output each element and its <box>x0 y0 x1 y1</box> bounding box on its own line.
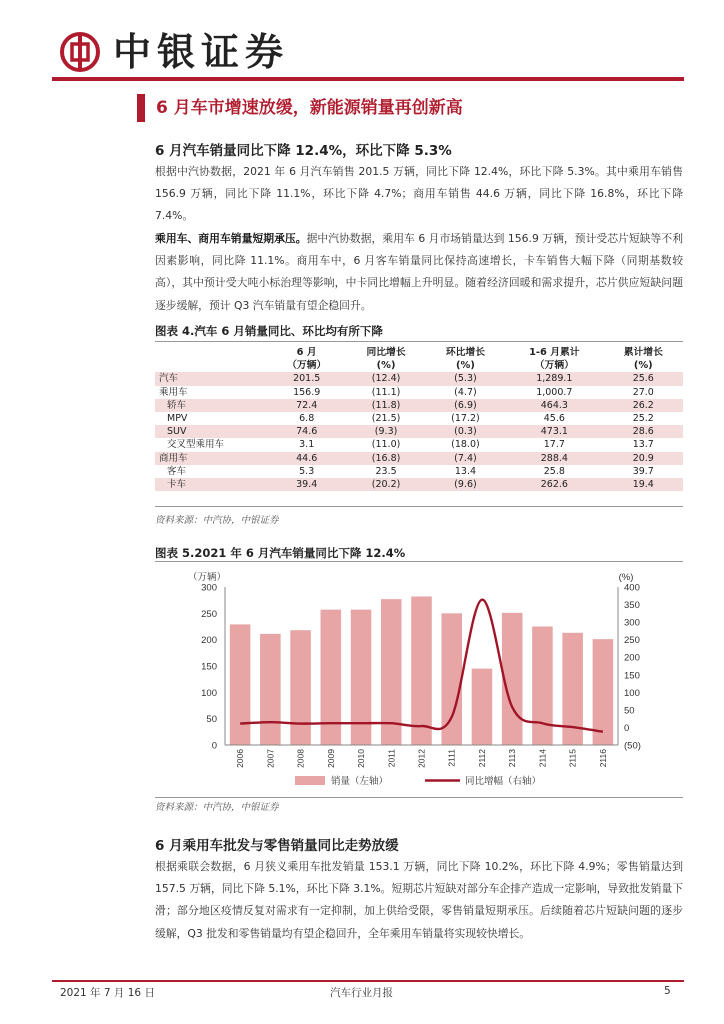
right-tick-label: 200 <box>624 652 640 664</box>
bank-logo-icon <box>60 32 100 72</box>
table-cell: 25.2 <box>632 413 654 425</box>
table-cell: (5.3) <box>426 372 505 385</box>
left-tick-label: 0 <box>211 740 217 752</box>
table-cell: 473.1 <box>505 425 603 438</box>
table-cell: 201.5 <box>267 372 346 385</box>
bar <box>532 627 553 746</box>
subheading-2: 6 月乘用车批发与零售销量同比走势放缓 <box>155 838 399 854</box>
left-tick-label: 200 <box>201 635 217 647</box>
section-marker <box>137 94 145 122</box>
table-row <box>155 478 683 491</box>
right-tick-label: 0 <box>624 722 630 734</box>
paragraph-1: 根据中汽协数据，2021 年 6 月汽车销售 201.5 万辆，同比下降 12.4%，环比下降 5.3%。其中乘用车销售 156.9 万辆，同比下降 11.1%，环比下降 4.7%；商用车销售 44.6 万辆，同比下降 16.8%，环比下降 7.4%。 <box>155 165 683 223</box>
table-cell: 74.6 <box>267 425 346 438</box>
left-tick-label: 300 <box>201 582 217 594</box>
category-label: 2112 <box>476 749 487 768</box>
table-cell: (16.8) <box>346 452 425 465</box>
header-cell: 环比增长 <box>445 347 486 358</box>
row-label: 轿车 <box>155 399 267 412</box>
table-bottom-rule <box>155 506 683 507</box>
table-row <box>155 386 683 399</box>
category-label: 2012 <box>416 749 427 768</box>
table-cell: (4.7) <box>454 386 477 398</box>
table-cell: (11.8) <box>346 399 425 412</box>
right-tick-label: 50 <box>624 705 635 717</box>
right-axis-unit: (%) <box>618 572 634 583</box>
table-cell: (0.3) <box>426 425 505 438</box>
row-label: 客车 <box>167 465 187 477</box>
category-label: 2010 <box>356 749 367 768</box>
chart-source: 资料来源：中汽协，中银证券 <box>155 802 279 813</box>
header-cell: 6 月 <box>296 347 317 358</box>
category-label: 2006 <box>235 749 246 768</box>
header-cell: (%) <box>456 360 475 372</box>
row-label: 汽车 <box>155 372 267 385</box>
table-cell: 26.2 <box>604 399 683 412</box>
table-cell: 45.6 <box>543 413 565 425</box>
left-axis-unit: （万辆） <box>187 572 227 583</box>
chart-title: 图表 5.2021 年 6 月汽车销量同比下降 12.4% <box>155 546 406 560</box>
table-cell: 262.6 <box>505 478 603 491</box>
table-header-row <box>155 359 683 372</box>
header-cell: (%) <box>633 360 653 372</box>
table-title: 图表 4.汽车 6 月销量同比、环比均有所下降 <box>155 324 383 338</box>
table-cell: (6.9) <box>426 399 505 412</box>
table-cell: (11.1) <box>371 386 401 398</box>
table-cell: 39.7 <box>632 465 654 477</box>
bar <box>593 639 614 745</box>
row-label: 商用车 <box>155 452 267 465</box>
right-tick-label: 100 <box>624 687 640 699</box>
page-number: 5 <box>664 985 671 997</box>
table-cell: 20.9 <box>604 452 683 465</box>
table-cell: (21.5) <box>371 413 401 425</box>
left-tick-label: 250 <box>201 608 217 620</box>
category-label: 2114 <box>537 749 548 768</box>
left-tick-label: 150 <box>201 661 217 673</box>
table-cell: 25.6 <box>604 372 683 385</box>
brand-name: 中银证券 <box>113 29 290 74</box>
right-tick-label: (50) <box>624 740 641 752</box>
table-cell: 27.0 <box>632 386 654 398</box>
right-tick-label: 300 <box>624 617 640 629</box>
category-label: 2007 <box>265 749 276 768</box>
table-cell: 19.4 <box>604 478 683 491</box>
bar <box>260 634 281 745</box>
table-cell: 288.4 <box>505 452 603 465</box>
table-cell: (18.0) <box>451 439 480 451</box>
table-cell: (17.2) <box>451 413 480 425</box>
left-tick-label: 50 <box>206 714 217 726</box>
category-label: 2115 <box>567 749 578 768</box>
subheading-1: 6 月汽车销量同比下降 12.4%，环比下降 5.3% <box>155 143 452 159</box>
right-tick-label: 150 <box>624 670 640 682</box>
header-rule <box>52 77 684 81</box>
legend-label-bars: 销量（左轴） <box>331 776 389 787</box>
paragraph-2 <box>155 228 683 317</box>
bar <box>472 669 493 745</box>
table-cell: 39.4 <box>267 478 346 491</box>
header-cell: 同比增长 <box>366 347 406 358</box>
bar <box>321 610 342 745</box>
table-row <box>155 452 683 465</box>
header-cell: 累计增长 <box>623 347 663 358</box>
footer-date: 2021 年 7 月 16 日 <box>60 987 155 999</box>
table-cell: 17.7 <box>543 439 565 451</box>
paragraph-2-body: 据中汽协数据，乘用车 6 月市场销量达到 156.9 万辆，预计受芯片短缺等不利因素影响，同比降 11.1%。商用车中，6 月客车销量同比保持高速增长，卡车销售大幅下降（同期基数较高），其中预计受大吨小标治理等影响，中卡同比增幅上升明显。随着经济回暖和需求提升，芯片供应短缺问题逐步缓解，预计 Q3 汽车销量有望企稳回升。 <box>155 232 684 312</box>
table-cell: (11.0) <box>371 439 401 451</box>
header-cell <box>155 359 267 372</box>
table-cell: 6.8 <box>299 413 315 425</box>
table-cell: 3.1 <box>299 439 315 451</box>
category-label: 2113 <box>507 749 518 768</box>
table-cell: 23.5 <box>375 465 397 477</box>
table-cell: 72.4 <box>267 399 346 412</box>
table-cell: 5.3 <box>299 465 315 477</box>
table-cell: (9.6) <box>426 478 505 491</box>
footer-title: 汽车行业月报 <box>330 987 393 999</box>
table-row <box>155 372 683 385</box>
bar <box>351 610 372 745</box>
category-label: 2116 <box>597 749 608 768</box>
section-title: 6 月车市增速放缓，新能源销量再创新高 <box>156 98 463 118</box>
table-cell: 25.8 <box>543 465 565 477</box>
row-label: SUV <box>155 425 267 438</box>
category-label: 2111 <box>446 749 457 767</box>
table-row <box>155 399 683 412</box>
sales-table <box>155 346 683 491</box>
right-tick-label: 350 <box>624 600 640 612</box>
table-cell: 1,000.7 <box>536 386 573 398</box>
table-cell: 28.6 <box>604 425 683 438</box>
header-cell <box>155 346 267 359</box>
header-cell: 1-6 月累计 <box>529 347 580 358</box>
table-cell: 44.6 <box>267 452 346 465</box>
table-row <box>155 425 683 438</box>
table-header-row <box>155 346 683 359</box>
table-cell: 156.9 <box>293 386 321 398</box>
table-cell: 13.4 <box>454 465 477 477</box>
table-cell: 13.7 <box>632 439 654 451</box>
bar <box>230 624 251 745</box>
header-cell: （万辆） <box>287 360 327 372</box>
right-tick-label: 250 <box>624 635 640 647</box>
table-cell: (20.2) <box>346 478 425 491</box>
chart-bottom-rule <box>155 797 683 798</box>
row-label: MPV <box>167 413 188 425</box>
legend-label-line: 同比增幅（右轴） <box>465 776 542 787</box>
bar <box>411 596 432 745</box>
table-row <box>155 465 683 478</box>
table-cell: 464.3 <box>505 399 603 412</box>
row-label: 乘用车 <box>159 386 188 398</box>
header-cell: （万辆） <box>534 360 574 372</box>
paragraph-3: 根据乘联会数据，6 月狭义乘用车批发销量 153.1 万辆，同比下降 10.2%，环比下降 4.9%；零售销量达到 157.5 万辆，同比下降 5.1%，环比下降 3.1%。短期芯片短缺对部分车企排产造成一定影响，导致批发销量下滑；部分地区疫情反复对需求有一定抑制，加上供给受限，零售销量短期承压。后续随着芯片短缺问题的逐步缓解，Q3 批发和零售销量均有望企稳回升，全年乘用车销量将实现较快增长。 <box>155 860 683 940</box>
right-tick-label: 400 <box>624 582 640 594</box>
header-cell: (%) <box>376 360 396 372</box>
legend-swatch-bars <box>295 776 325 785</box>
category-label: 2011 <box>386 749 397 768</box>
table-cell: (7.4) <box>426 452 505 465</box>
table-row <box>155 438 683 451</box>
table-row <box>155 412 683 425</box>
row-label: 交叉型乘用车 <box>167 439 225 451</box>
table-top-rule <box>155 341 683 342</box>
footer-rule <box>52 980 684 982</box>
paragraph-2-lead: 乘用车、商用车销量短期承压。 <box>155 232 307 245</box>
category-label: 2009 <box>325 749 336 768</box>
row-label: 卡车 <box>155 478 267 491</box>
table-cell: (12.4) <box>346 372 425 385</box>
bar <box>290 630 311 745</box>
table-source: 资料来源：中汽协，中银证券 <box>155 515 279 526</box>
sales-chart <box>155 562 683 797</box>
category-label: 2008 <box>295 749 306 768</box>
table-cell: (9.3) <box>346 425 425 438</box>
table-cell: 1,289.1 <box>505 372 603 385</box>
left-tick-label: 100 <box>201 687 217 699</box>
